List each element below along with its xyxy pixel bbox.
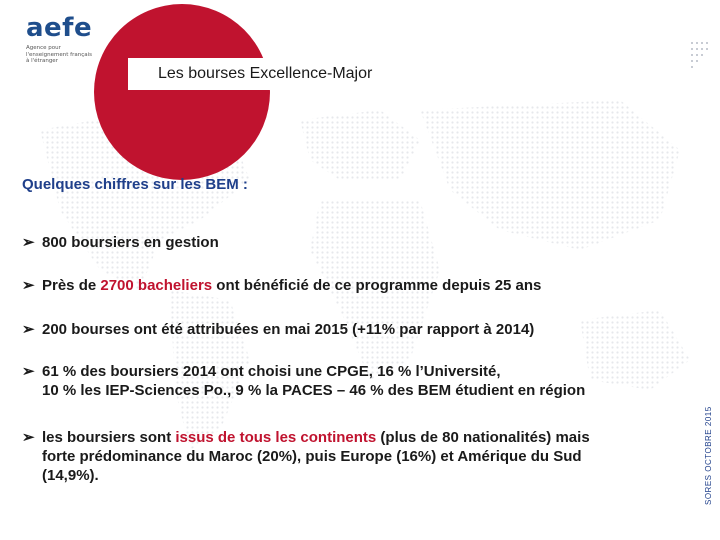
section-title: Quelques chiffres sur les BEM : bbox=[22, 176, 248, 193]
bullet-text-pre: Près de bbox=[42, 277, 101, 294]
arrow-bullet-icon: ➢ bbox=[22, 363, 35, 380]
arrow-bullet-icon: ➢ bbox=[22, 429, 35, 446]
aefe-logo bbox=[26, 14, 96, 65]
bullet-item bbox=[22, 276, 541, 295]
bullet-item bbox=[22, 362, 585, 400]
arrow-bullet-icon: ➢ bbox=[22, 277, 35, 294]
arrow-bullet-icon: ➢ bbox=[22, 234, 35, 251]
bullet-text-line2: 10 % les IEP-Sciences Po., 9 % la PACES – 46 % des BEM étudient en région bbox=[42, 382, 586, 399]
bullet-text-pre: les boursiers sont bbox=[42, 429, 176, 446]
bullet-text: 800 boursiers en gestion bbox=[42, 234, 219, 251]
logo-subtitle: Agence pour l'enseignement français à l'étranger bbox=[26, 45, 93, 64]
bullet-item bbox=[22, 320, 534, 339]
side-label: SORES OCTOBRE 2015 bbox=[704, 406, 713, 505]
red-circle-decoration bbox=[94, 4, 270, 180]
bullet-text-line2: forte prédominance du Maroc (20%), puis Europe (16%) et Amérique du Sud bbox=[42, 448, 582, 465]
bullet-item bbox=[22, 233, 219, 252]
slide-title: Les bourses Excellence-Major bbox=[158, 65, 373, 82]
arrow-bullet-icon: ➢ bbox=[22, 321, 35, 338]
logo-wordmark: aefe bbox=[26, 13, 93, 43]
bullet-text-line3: (14,9%). bbox=[42, 467, 99, 484]
bullet-text: 200 bourses ont été attribuées en mai 2015 (+11% par rapport à 2014) bbox=[42, 321, 535, 338]
bullet-highlight: 2700 bacheliers bbox=[100, 277, 213, 294]
dot-grid-icon bbox=[690, 40, 712, 80]
bullet-text-line1: 61 % des boursiers 2014 ont choisi une CPGE, 16 % l’Université, bbox=[42, 363, 501, 380]
title-band bbox=[128, 58, 648, 90]
bullet-item bbox=[22, 428, 712, 485]
bullet-text-post: ont bénéficié de ce programme depuis 25 ans bbox=[212, 277, 542, 294]
bullet-highlight: issus de tous les continents bbox=[175, 429, 377, 446]
bullet-text-post: (plus de 80 nationalités) mais bbox=[376, 429, 590, 446]
